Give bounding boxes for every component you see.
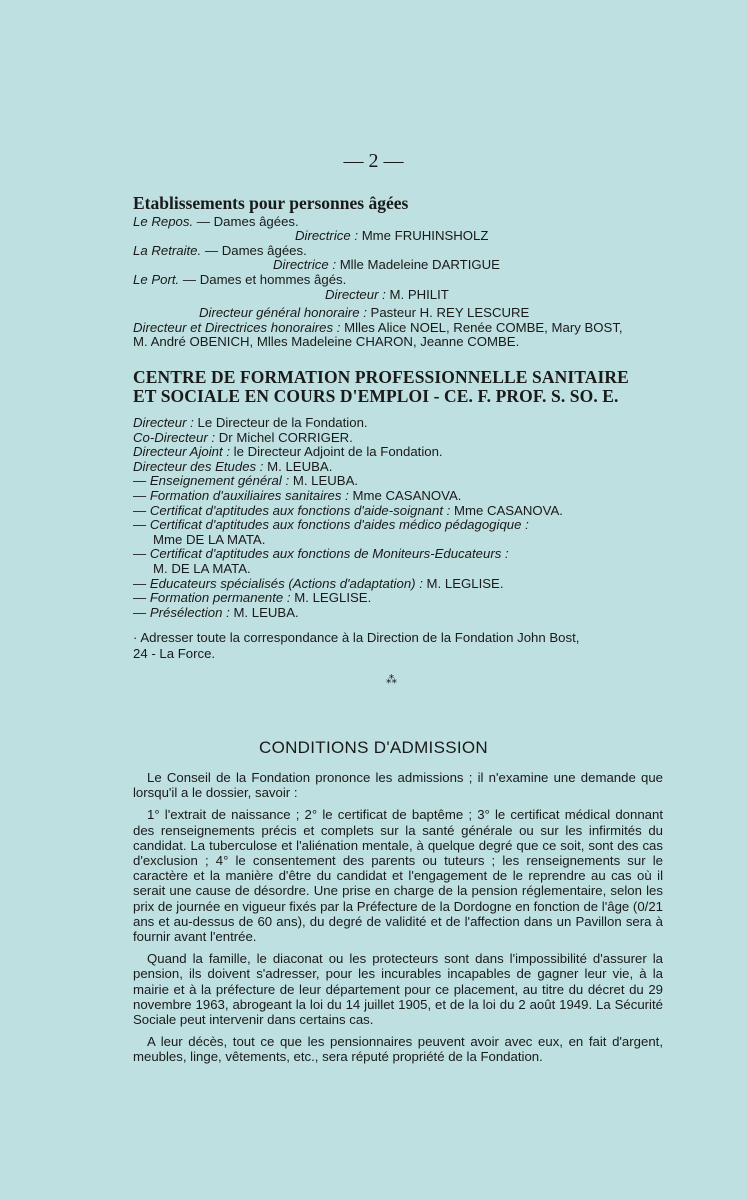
staff-item — [133, 431, 663, 446]
paragraph: Le Conseil de la Fondation prononce les admissions ; il n'examine une demande que lorsqu'il a le dossier, savoir : — [133, 770, 663, 801]
staff-role: Co-Directeur : — [133, 429, 216, 445]
section-training-centre — [133, 368, 663, 662]
section-separator-asterism: ⁂ — [386, 674, 397, 686]
staff-prefix: — — [133, 517, 150, 533]
staff-item — [133, 591, 663, 606]
establishment-desc: — Dames et hommes âgés. — [182, 271, 347, 287]
honorary-others-names: Mlles Alice NOEL, Renée COMBE, Mary BOST, — [344, 319, 623, 335]
correspondence-address — [133, 630, 663, 662]
staff-value: Mme CASANOVA. — [352, 487, 462, 503]
staff-value: M. LEUBA. — [267, 458, 333, 474]
paragraph: 1° l'extrait de naissance ; 2° le certificat de baptême ; 3° le certificat médical donnant des renseignements précis et complets sur la santé générale ou sur les infirmités du candidat. La tuberculose et l'aliénation mentale, à quelque degré que ce soit, sont des cas d'exclusion ; 4° le consentement des parents ou tuteurs ; les renseignements sur le caractère et la manière d'être du candidat et l'engagement de le reprendre au cas où il serait une cause de désordre. Une prise en charge de la pension réglementaire, selon les prix de journée en vigueur fixés par la Préfecture de la Dordogne en fonction de l'âge (0/21 ans et au-dessus de 60 ans), du degré de validité et de l'affection dans un Pavillon sera à fournir avant l'entrée. — [133, 807, 663, 945]
staff-role: Educateurs spécialisés (Actions d'adaptation) : — [149, 575, 423, 591]
establishment-director — [133, 258, 693, 273]
staff-item — [133, 460, 663, 475]
section-admission-conditions — [133, 770, 663, 1072]
staff-item — [133, 606, 663, 621]
staff-value: Dr Michel CORRIGER. — [218, 429, 353, 445]
staff-prefix: — — [133, 473, 150, 489]
honorary-director-name: Pasteur H. REY LESCURE — [370, 305, 530, 321]
staff-role: Certificat d'aptitudes aux fonctions d'aides médico pédagogique : — [149, 517, 529, 533]
staff-item — [133, 504, 663, 519]
staff-role: Certificat d'aptitudes aux fonctions de Moniteurs-Educateurs : — [149, 546, 509, 562]
staff-prefix: — — [133, 502, 150, 518]
staff-prefix: — — [133, 487, 150, 503]
staff-role: Présélection : — [149, 604, 230, 620]
honorary-director-role: Directeur général honoraire : — [199, 305, 367, 321]
director-name: M. PHILIT — [389, 286, 449, 302]
staff-list — [133, 416, 663, 620]
staff-item — [133, 547, 663, 576]
staff-item — [133, 474, 663, 489]
page-number: — 2 — — [343, 150, 404, 172]
staff-value: M. LEGLISE. — [426, 575, 504, 591]
staff-prefix: — — [133, 604, 150, 620]
director-role: Directrice : — [273, 257, 337, 273]
staff-role: Formation d'auxiliaires sanitaires : — [149, 487, 349, 503]
honorary-others — [133, 321, 693, 336]
section-title-line: CENTRE DE FORMATION PROFESSIONNELLE SANITAIRE — [133, 367, 629, 387]
staff-role: Formation permanente : — [149, 590, 291, 606]
staff-value: Le Directeur de la Fondation. — [197, 415, 368, 430]
establishment-entry — [133, 215, 693, 230]
establishment-director — [133, 288, 693, 303]
staff-item — [133, 445, 663, 460]
section-title — [133, 368, 663, 406]
establishment-name: La Retraite. — [133, 242, 202, 258]
staff-role: Enseignement général : — [149, 473, 290, 489]
address-line: 24 - La Force. — [133, 646, 216, 662]
establishment-entry — [133, 273, 693, 288]
staff-value: M. DE LA MATA. — [153, 560, 251, 576]
staff-item — [133, 577, 663, 592]
establishment-name: Le Repos. — [133, 213, 194, 229]
director-role: Directeur : — [325, 286, 386, 302]
honorary-others-role: Directeur et Directrices honoraires : — [133, 319, 341, 335]
staff-prefix: — — [133, 546, 150, 562]
director-name: Mlle Madeleine DARTIGUE — [339, 257, 500, 273]
establishment-entry — [133, 244, 693, 259]
conditions-title: CONDITIONS D'ADMISSION — [259, 738, 488, 757]
staff-role: Directeur : — [133, 415, 194, 430]
staff-item — [133, 489, 663, 504]
staff-prefix: — — [133, 590, 150, 606]
establishment-name: Le Port. — [133, 271, 180, 287]
establishment-director — [133, 229, 693, 244]
honorary-others-continued: M. André OBENICH, Mlles Madeleine CHARON, Jeanne COMBE. — [133, 334, 520, 350]
director-role: Directrice : — [295, 228, 359, 244]
staff-item — [133, 518, 663, 547]
staff-value: M. LEUBA. — [233, 604, 299, 620]
staff-role: Certificat d'aptitudes aux fonctions d'aide-soignant : — [149, 502, 451, 518]
section-elderly-establishments — [133, 193, 693, 350]
staff-value: Mme CASANOVA. — [454, 502, 563, 518]
honorary-director — [133, 306, 693, 321]
section-title-line: ET SOCIALE EN COURS D'EMPLOI - CE. F. PROF. S. SO. E. — [133, 386, 619, 406]
address-line: · Adresser toute la correspondance à la Direction de la Fondation John Bost, — [133, 630, 580, 646]
establishment-desc: — Dames âgées. — [196, 213, 299, 229]
staff-role: Directeur des Etudes : — [133, 458, 264, 474]
staff-value: M. LEGLISE. — [294, 590, 372, 606]
staff-role: Directeur Ajoint : — [133, 444, 230, 460]
section-title: Etablissements pour personnes âgées — [133, 193, 409, 213]
staff-value: Mme DE LA MATA. — [153, 531, 266, 547]
director-name: Mme FRUHINSHOLZ — [361, 228, 489, 244]
staff-item — [133, 416, 663, 431]
establishment-desc: — Dames âgées. — [204, 242, 307, 258]
staff-value: le Directeur Adjoint de la Fondation. — [233, 444, 443, 460]
paragraph: Quand la famille, le diaconat ou les protecteurs sont dans l'impossibilité d'assurer la pension, ils doivent s'adresser, pour les incurables incapables de gagner leur vie, à la mairie et à la préfecture de leur département pour ce placement, au titre du décret du 29 novembre 1963, abrogeant la loi du 14 juillet 1905, et de la loi du 2 août 1949. La Sécurité Sociale peut intervenir dans certains cas. — [133, 951, 663, 1028]
staff-value: M. LEUBA. — [292, 473, 359, 489]
staff-prefix: — — [133, 575, 150, 591]
paragraph: A leur décès, tout ce que les pensionnaires peuvent avoir avec eux, en fait d'argent, meubles, linge, vêtements, etc., sera réputé propriété de la Fondation. — [133, 1034, 663, 1065]
